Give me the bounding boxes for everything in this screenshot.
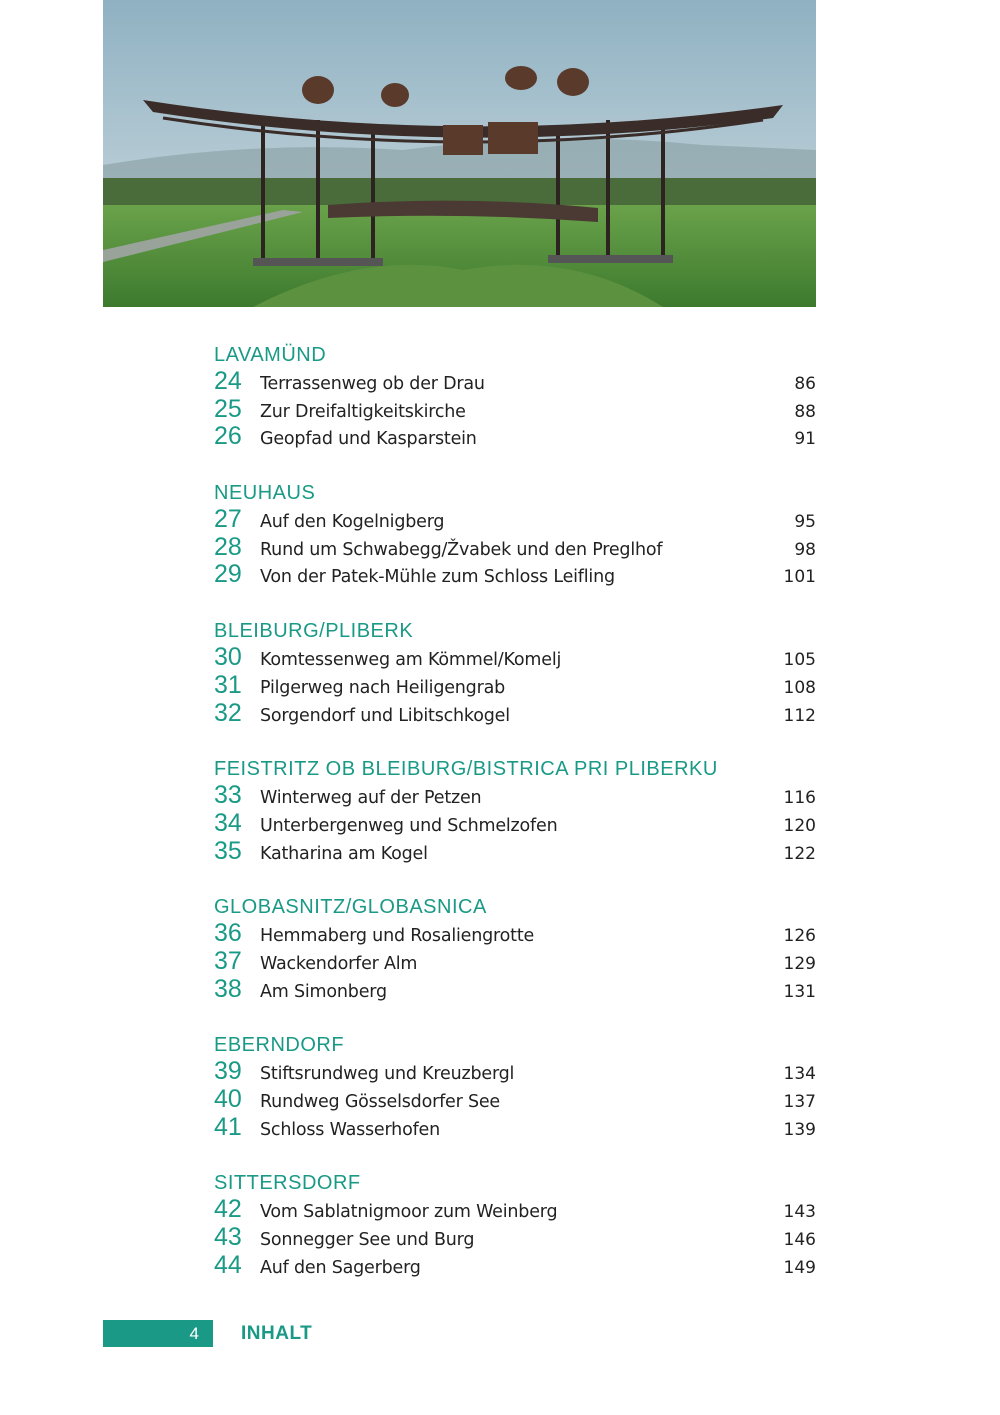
page-reference: 95	[794, 512, 816, 533]
page-reference: 137	[783, 1092, 816, 1112]
page-reference: 126	[783, 926, 816, 947]
toc-entry[interactable]	[214, 782, 816, 810]
tour-title: Pilgerweg nach Heiligengrab	[260, 677, 506, 698]
tour-number: 24	[214, 367, 242, 395]
page-number: 4	[189, 1324, 199, 1343]
tour-number: 39	[214, 1057, 242, 1086]
section-title: FEISTRITZ OB BLEIBURG/BISTRICA PRI PLIBERKU	[214, 758, 718, 781]
toc-entry[interactable]	[214, 1058, 816, 1086]
tour-number: 27	[214, 505, 242, 534]
page-reference: 98	[794, 539, 816, 560]
page-reference: 146	[783, 1230, 816, 1251]
tour-number: 34	[214, 808, 242, 837]
photo-illustration	[103, 0, 816, 307]
tour-title: Von der Patek-Mühle zum Schloss Leifling	[260, 567, 615, 588]
toc-section	[214, 342, 816, 451]
section-title: BLEIBURG/PLIBERK	[214, 620, 414, 643]
tour-title: Winterweg auf der Petzen	[260, 788, 482, 809]
tour-number: 33	[214, 781, 242, 810]
toc-entry[interactable]	[214, 506, 816, 534]
section-title: LAVAMÜND	[214, 344, 327, 366]
tour-title: Hemmaberg und Rosaliengrotte	[260, 926, 535, 947]
toc-section	[214, 480, 816, 589]
page-reference: 129	[783, 953, 816, 974]
toc-entry[interactable]	[214, 396, 816, 424]
tour-number: 41	[214, 1112, 242, 1141]
toc-entry[interactable]	[214, 561, 816, 589]
toc-entry[interactable]	[214, 700, 816, 728]
toc-entry[interactable]	[214, 1224, 816, 1252]
table-of-contents	[214, 342, 816, 1308]
page-reference: 139	[783, 1119, 816, 1140]
toc-entry[interactable]	[214, 368, 816, 396]
toc-entry[interactable]	[214, 1086, 816, 1114]
sculpture-photo	[103, 0, 816, 307]
section-title: GLOBASNITZ/GLOBASNICA	[214, 896, 487, 919]
tour-title: Geopfad und Kasparstein	[260, 429, 477, 450]
page-reference: 86	[794, 374, 816, 394]
tour-title: Komtessenweg am Kömmel/Komelj	[260, 650, 562, 671]
toc-entry[interactable]	[214, 423, 816, 451]
tour-number: 28	[214, 532, 242, 561]
page-reference: 116	[783, 788, 816, 809]
tour-number: 35	[214, 836, 242, 865]
tour-title: Sonnegger See und Burg	[260, 1230, 475, 1251]
tour-title: Auf den Kogelnigberg	[260, 512, 445, 533]
tour-title: Rund um Schwabegg/Žvabek und den Preglhof	[260, 539, 663, 560]
page-reference: 120	[783, 815, 816, 836]
page-reference: 149	[783, 1257, 816, 1278]
tour-title: Rundweg Gösselsdorfer See	[260, 1092, 501, 1112]
tour-number: 30	[214, 643, 242, 672]
tour-title: Terrassenweg ob der Drau	[260, 374, 485, 394]
toc-entry[interactable]	[214, 1252, 816, 1280]
tour-title: Zur Dreifaltigkeitskirche	[260, 401, 466, 422]
tour-number: 43	[214, 1223, 242, 1252]
tour-number: 26	[214, 422, 242, 451]
tour-title: Sorgendorf und Libitschkogel	[260, 705, 510, 726]
tour-number: 38	[214, 974, 242, 1003]
page-reference: 108	[783, 677, 816, 698]
page-reference: 91	[794, 429, 816, 450]
tour-title: Wackendorfer Alm	[260, 953, 418, 974]
tour-title: Auf den Sagerberg	[260, 1257, 421, 1278]
section-title: NEUHAUS	[214, 482, 316, 505]
tour-number: 31	[214, 670, 242, 699]
tour-title: Schloss Wasserhofen	[260, 1119, 441, 1140]
tour-number: 36	[214, 919, 242, 948]
toc-entry[interactable]	[214, 534, 816, 562]
tour-title: Stiftsrundweg und Kreuzbergl	[260, 1064, 515, 1085]
toc-entry[interactable]	[214, 1196, 816, 1224]
tour-number: 25	[214, 394, 242, 423]
page-reference: 134	[783, 1064, 816, 1085]
toc-section	[214, 894, 816, 1003]
tour-title: Vom Sablatnigmoor zum Weinberg	[260, 1202, 558, 1223]
toc-section	[214, 618, 816, 727]
toc-entry[interactable]	[214, 838, 816, 866]
toc-section	[214, 756, 816, 865]
toc-entry[interactable]	[214, 1114, 816, 1142]
page-reference: 105	[783, 650, 816, 671]
tour-number: 32	[214, 698, 242, 727]
toc-entry[interactable]	[214, 672, 816, 700]
section-title: EBERNDORF	[214, 1034, 345, 1057]
tour-number: 42	[214, 1195, 242, 1224]
tour-title: Am Simonberg	[260, 981, 387, 1002]
toc-section	[214, 1170, 816, 1279]
tour-number: 44	[214, 1250, 242, 1279]
toc-entry[interactable]	[214, 644, 816, 672]
tour-title: Katharina am Kogel	[260, 843, 428, 864]
page-reference: 112	[783, 705, 816, 726]
tour-title: Unterbergenweg und Schmelzofen	[260, 815, 558, 836]
page-number-bar	[103, 1320, 213, 1347]
page-reference: 101	[783, 567, 816, 588]
tour-number: 37	[214, 946, 242, 975]
page-reference: 131	[783, 981, 816, 1002]
page-reference: 122	[783, 843, 816, 864]
page-reference: 88	[794, 401, 816, 422]
toc-entry[interactable]	[214, 810, 816, 838]
toc-entry[interactable]	[214, 920, 816, 948]
toc-entry[interactable]	[214, 948, 816, 976]
tour-number: 40	[214, 1085, 242, 1113]
section-label: INHALT	[241, 1323, 313, 1344]
page-reference: 143	[783, 1202, 816, 1223]
tour-number: 29	[214, 560, 242, 589]
toc-section	[214, 1032, 816, 1141]
section-title: SITTERSDORF	[214, 1172, 361, 1195]
toc-entry[interactable]	[214, 976, 816, 1004]
